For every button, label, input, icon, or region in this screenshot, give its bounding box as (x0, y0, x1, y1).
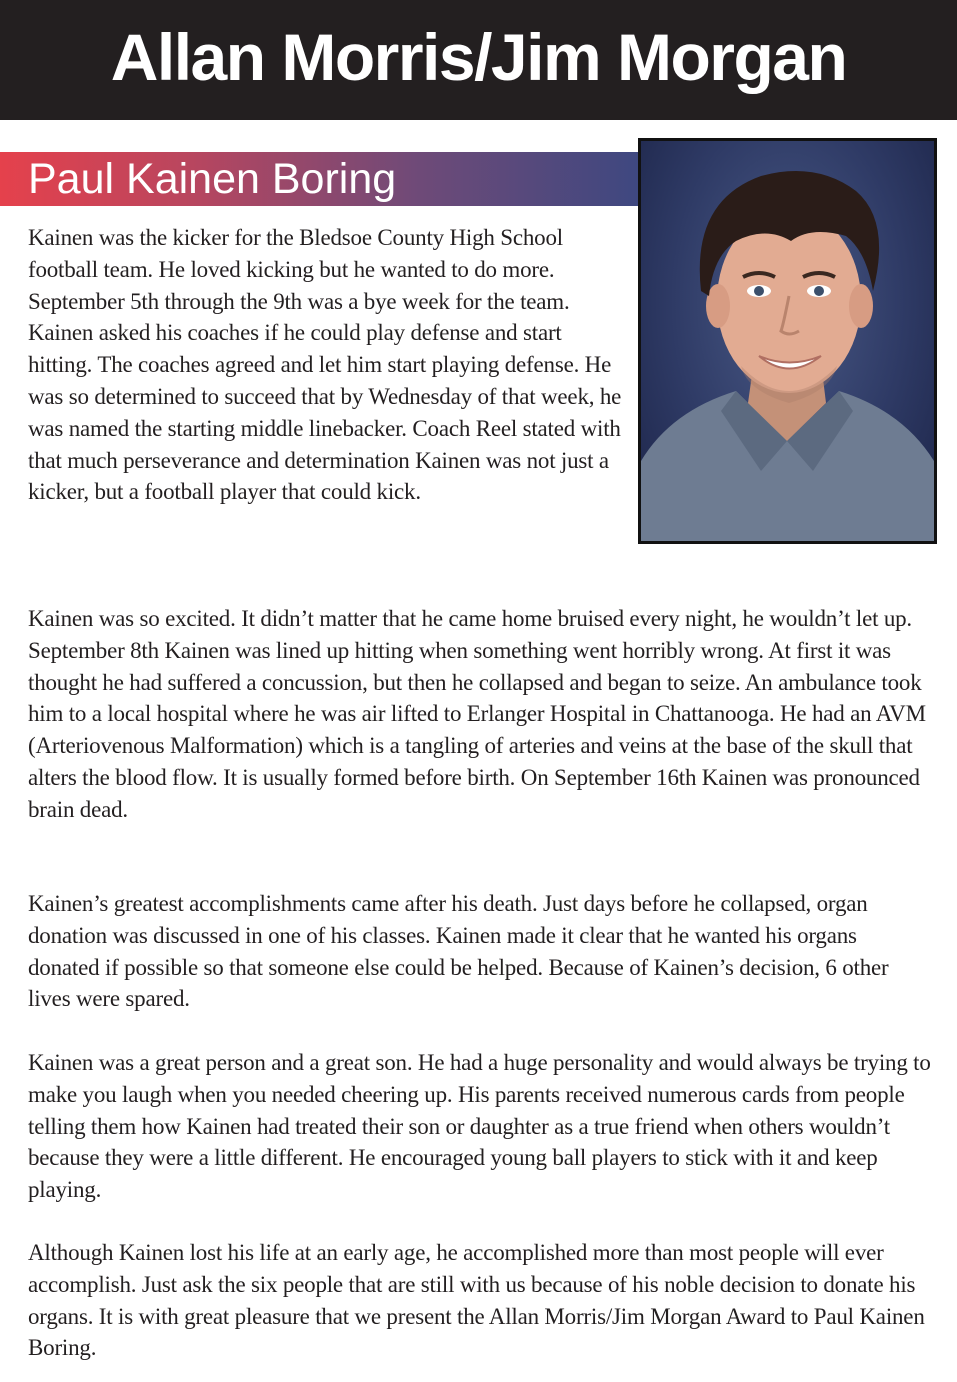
story-paragraph-5: Although Kainen lost his life at an early age, he accomplished more than most people will ever accomplish. Just ask the six people that are still with us because of his noble decision to donate his organs. It is with great pleasure that we present the Allan Morris/Jim Morgan Award to Paul Kainen Boring. (28, 1240, 925, 1361)
story-paragraph-4: Kainen was a great person and a great son. He had a huge personality and would always be trying to make you laugh when you needed cheering up. His parents received numerous cards from people telling them how Kainen had treated their son or daughter as a true friend when others wouldn’t because they were a little different. He encouraged young ball players to stick with it and keep playing. (28, 1050, 931, 1203)
story-paragraph-3: Kainen’s greatest accomplishments came after his death. Just days before he collapsed, organ donation was discussed in one of his classes. Kainen made it clear that he wanted his organs donated if possible so that someone else could be helped. Because of Kainen’s decision, 6 other lives were spared. (28, 891, 889, 1012)
award-title: Allan Morris/Jim Morgan (110, 20, 847, 94)
story-paragraph-1: Kainen was the kicker for the Bledsoe County High School football team. He loved kicking but he wanted to do more. September 5th through the 9th was a bye week for the team. Kainen asked his coaches if he could play defense and start hitting. The coaches agreed and let him start playing defense. He was so determined to succeed that by Wednesday of that week, he was named the starting middle linebacker. Coach Reel stated with that much perseverance and determination Kainen was not just a kicker, but a football player that could kick. (28, 225, 622, 505)
portrait-photo (638, 138, 937, 544)
honoree-name-bar (0, 152, 640, 206)
story-paragraph-2: Kainen was so excited. It didn’t matter that he came home bruised every night, he wouldn’t let up. September 8th Kainen was lined up hitting when something went horribly wrong. At first it was thought he had suffered a concussion, but then he collapsed and began to seize. An ambulance took him to a local hospital where he was air lifted to Erlanger Hospital in Chattanooga. He had an AVM (Arteriovenous Malformation) which is a tangling of arteries and veins at the base of the skull that alters the blood flow. It is usually formed before birth. On September 16th Kainen was pronounced brain dead. (28, 606, 926, 822)
header-banner (0, 0, 957, 120)
honoree-name: Paul Kainen Boring (28, 155, 397, 203)
portrait-illustration (641, 141, 934, 541)
